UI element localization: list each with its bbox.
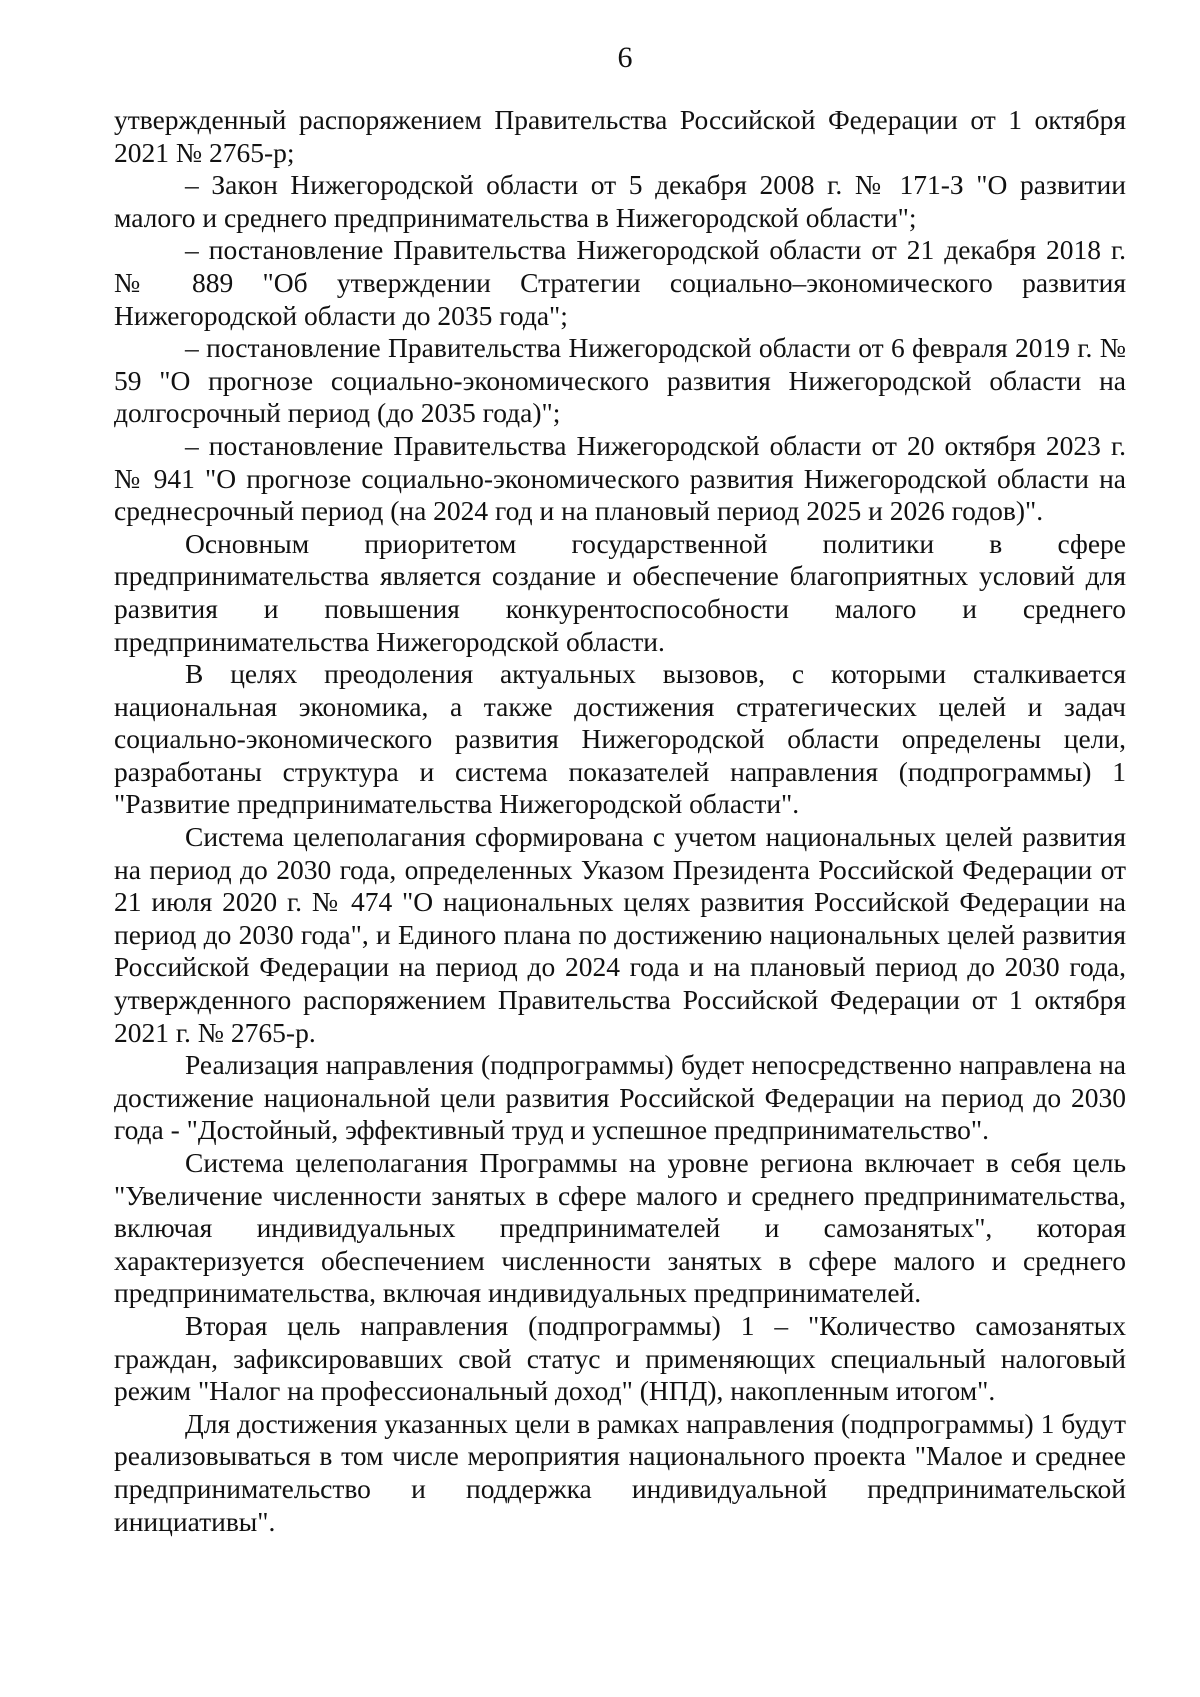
paragraph-main-priority: Основным приоритетом государственной политики в сфере предпринимательства является создание и обеспечение благоприятных условий для развития и повышения конкурентоспособности малого и среднего предпринимательства Нижегородской области. [114, 527, 1126, 657]
paragraph-resolution-889: – постановление Правительства Нижегородской области от 21 декабря 2018 г. № 889 "Об утверждении Стратегии социально–экономического развития Нижегородской области до 2035 года"; [114, 234, 1126, 331]
paragraph-implementation: Реализация направления (подпрограммы) будет непосредственно направлена на достижение национальной цели развития Российской Федерации на период до 2030 года - "Достойный, эффективный труд и успешное предпринимательство". [114, 1049, 1126, 1146]
paragraph-challenges: В целях преодоления актуальных вызовов, с которыми сталкивается национальная экономика, а также достижения стратегических целей и задач социально-экономического развития Нижегородской области определены цели, разработаны структура и система показателей направления (подпрограммы) 1 "Развитие предпринимательства Нижегородской области". [114, 658, 1126, 820]
page-number: 6 [617, 41, 633, 74]
paragraph-goal-setting-system: Система целеполагания сформирована с учетом национальных целей развития на период до 2030 года, определенных Указом Президента Российской Федерации от 21 июля 2020 г. № 474 "О национальных целях развития Российской Федерации на период до 2030 года", и Единого плана по достижению национальных целей развития Российской Федерации на период до 2024 года и на плановый период до 2030 года, утвержденного распоряжением Правительства Российской Федерации от 1 октября 2021 г. № 2765-р. [114, 821, 1126, 1048]
paragraph-resolution-59: – постановление Правительства Нижегородской области от 6 февраля 2019 г. № 59 "О прогнозе социально-экономического развития Нижегородской области на долгосрочный период (до 2035 года)"; [114, 332, 1126, 429]
document-body [114, 104, 1126, 1538]
paragraph-continuation: утвержденный распоряжением Правительства Российской Федерации от 1 октября 2021 № 2765-р; [114, 104, 1126, 168]
paragraph-regional-goal: Система целеполагания Программы на уровне региона включает в себя цель "Увеличение численности занятых в сфере малого и среднего предпринимательства, включая индивидуальных предпринимателей и самозанятых", которая характеризуется обеспечением численности занятых в сфере малого и среднего предпринимательства, включая индивидуальных предпринимателей. [114, 1147, 1126, 1309]
paragraph-resolution-941: – постановление Правительства Нижегородской области от 20 октября 2023 г. № 941 "О прогнозе социально-экономического развития Нижегородской области на среднесрочный период (на 2024 год и на плановый период 2025 и 2026 годов)". [114, 429, 1126, 527]
paragraph-national-project: Для достижения указанных цели в рамках направления (подпрограммы) 1 будут реализовываться в том числе мероприятия национального проекта "Малое и среднее предпринимательство и поддержка индивидуальной предпринимательской инициативы". [114, 1407, 1126, 1537]
paragraph-second-goal: Вторая цель направления (подпрограммы) 1 – "Количество самозанятых граждан, зафиксировавших свой статус и применяющих специальный налоговый режим "Налог на профессиональный доход" (НПД), накопленным итогом". [114, 1309, 1126, 1407]
paragraph-law-nn-171-z: – Закон Нижегородской области от 5 декабря 2008 г. № 171-З "О развитии малого и среднего предпринимательства в Нижегородской области"; [114, 169, 1126, 233]
